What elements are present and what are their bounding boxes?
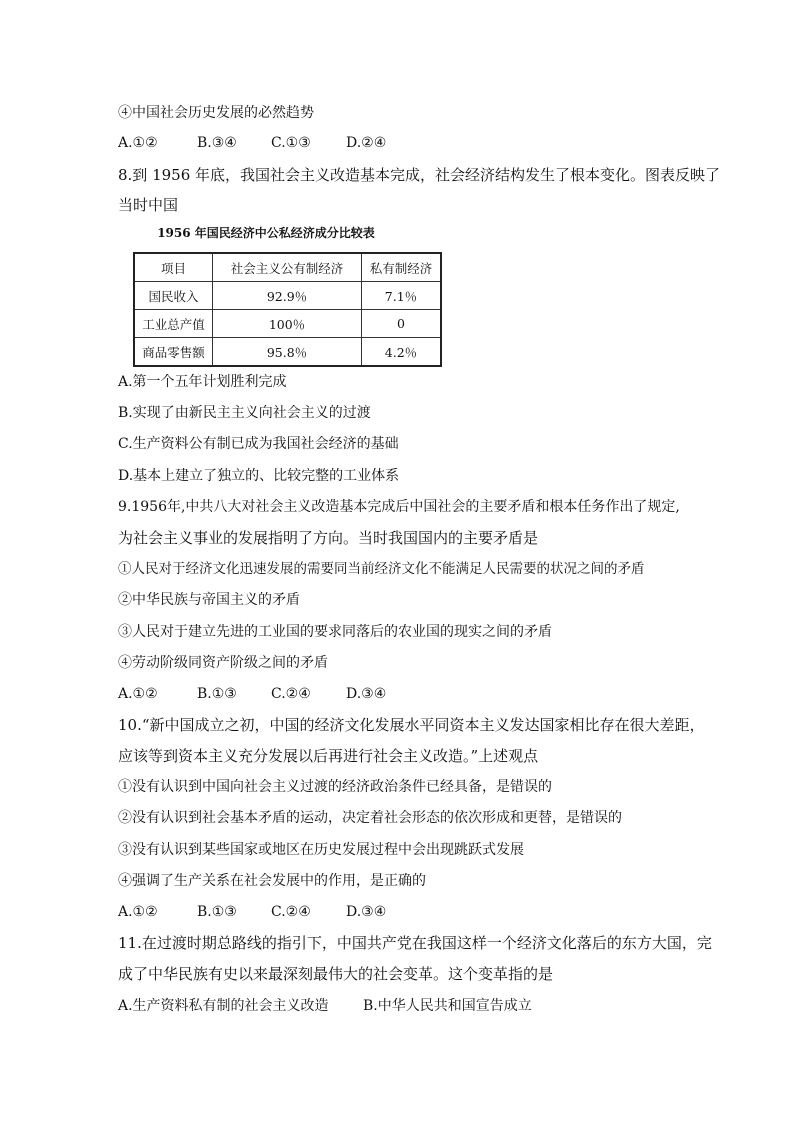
q7-option-c[interactable]: C.①③ bbox=[271, 135, 311, 151]
table-cell: 95.8％ bbox=[213, 338, 362, 367]
q9-item-3: ③人民对于建立先进的工业国的要求同落后的农业国的现实之间的矛盾 bbox=[118, 624, 552, 640]
q10-item-4: ④强调了生产关系在社会发展中的作用，是正确的 bbox=[118, 873, 426, 889]
q10-option-a[interactable]: A.①② bbox=[118, 904, 158, 920]
q10-item-3: ③没有认识到某些国家或地区在历史发展过程中会出现跳跃式发展 bbox=[118, 842, 524, 858]
q7-item-4: ④中国社会历史发展的必然趋势 bbox=[118, 105, 314, 121]
table-row bbox=[134, 310, 441, 338]
q8-table-title: 1956 年国民经济中公私经济成分比较表 bbox=[157, 226, 375, 240]
q11-stem-line-1: 11.在过渡时期总路线的指引下，中国共产党在我国这样一个经济文化落后的东方大国，完 bbox=[118, 934, 712, 952]
q7-option-b[interactable]: B.③④ bbox=[197, 135, 237, 151]
q10-option-d[interactable]: D.③④ bbox=[346, 904, 387, 920]
table-cell: 92.9％ bbox=[213, 282, 362, 310]
q11-option-b[interactable]: B.中华人民共和国宣告成立 bbox=[363, 998, 532, 1014]
q9-item-2: ②中华民族与帝国主义的矛盾 bbox=[118, 592, 300, 608]
q11-stem-line-2: 成了中华民族有史以来最深刻最伟大的社会变革。这个变革指的是 bbox=[118, 965, 554, 983]
table-cell: 4.2％ bbox=[361, 338, 441, 367]
q8-comparison-table bbox=[133, 252, 442, 367]
table-header-cell: 私有制经济 bbox=[361, 253, 441, 282]
table-header-row bbox=[134, 253, 441, 282]
q8-option-a[interactable]: A.第一个五年计划胜利完成 bbox=[118, 374, 287, 390]
table-row bbox=[134, 282, 441, 310]
q9-option-c[interactable]: C.②④ bbox=[271, 686, 311, 702]
table-cell: 100％ bbox=[213, 310, 362, 338]
table-header-cell: 项目 bbox=[134, 253, 213, 282]
q10-item-2: ②没有认识到社会基本矛盾的运动，决定着社会形态的依次形成和更替，是错误的 bbox=[118, 810, 622, 826]
q10-stem-line-1: 10.“新中国成立之初，中国的经济文化发展水平同资本主义发达国家相比存在很大差距， bbox=[118, 716, 705, 734]
q8-stem-line-2: 当时中国 bbox=[118, 196, 179, 214]
q7-option-a[interactable]: A.①② bbox=[118, 135, 158, 151]
table-cell: 国民收入 bbox=[134, 282, 213, 310]
q10-option-c[interactable]: C.②④ bbox=[271, 904, 311, 920]
q9-stem-line-2: 为社会主义事业的发展指明了方向。当时我国国内的主要矛盾是 bbox=[118, 529, 539, 547]
q9-stem-line-1: 9.1956年,中共八大对社会主义改造基本完成后中国社会的主要矛盾和根本任务作出了规定, bbox=[118, 499, 680, 515]
q10-stem-line-2: 应该等到资本主义充分发展以后再进行社会主义改造。”上述观点 bbox=[118, 747, 539, 765]
q8-option-d[interactable]: D.基本上建立了独立的、比较完整的工业体系 bbox=[118, 468, 400, 484]
q9-option-b[interactable]: B.①③ bbox=[197, 686, 237, 702]
q9-option-d[interactable]: D.③④ bbox=[346, 686, 387, 702]
q7-option-d[interactable]: D.②④ bbox=[346, 135, 387, 151]
table-cell: 0 bbox=[361, 310, 441, 338]
table-cell: 工业总产值 bbox=[134, 310, 213, 338]
table-header-cell: 社会主义公有制经济 bbox=[213, 253, 362, 282]
table-cell: 商品零售额 bbox=[134, 338, 213, 367]
q10-option-b[interactable]: B.①③ bbox=[197, 904, 237, 920]
q9-option-a[interactable]: A.①② bbox=[118, 686, 158, 702]
table-cell: 7.1％ bbox=[361, 282, 441, 310]
q8-option-b[interactable]: B.实现了由新民主主义向社会主义的过渡 bbox=[118, 405, 371, 421]
q8-option-c[interactable]: C.生产资料公有制已成为我国社会经济的基础 bbox=[118, 436, 399, 452]
table-row bbox=[134, 338, 441, 367]
q9-item-4: ④劳动阶级同资产阶级之间的矛盾 bbox=[118, 655, 328, 671]
q8-stem-line-1: 8.到 1956 年底，我国社会主义改造基本完成，社会经济结构发生了根本变化。图表反映了 bbox=[118, 166, 721, 184]
q9-item-1: ①人民对于经济文化迅速发展的需要同当前经济文化不能满足人民需要的状况之间的矛盾 bbox=[118, 561, 645, 577]
q10-item-1: ①没有认识到中国向社会主义过渡的经济政治条件已经具备，是错误的 bbox=[118, 779, 552, 795]
q11-option-a[interactable]: A.生产资料私有制的社会主义改造 bbox=[118, 998, 329, 1014]
